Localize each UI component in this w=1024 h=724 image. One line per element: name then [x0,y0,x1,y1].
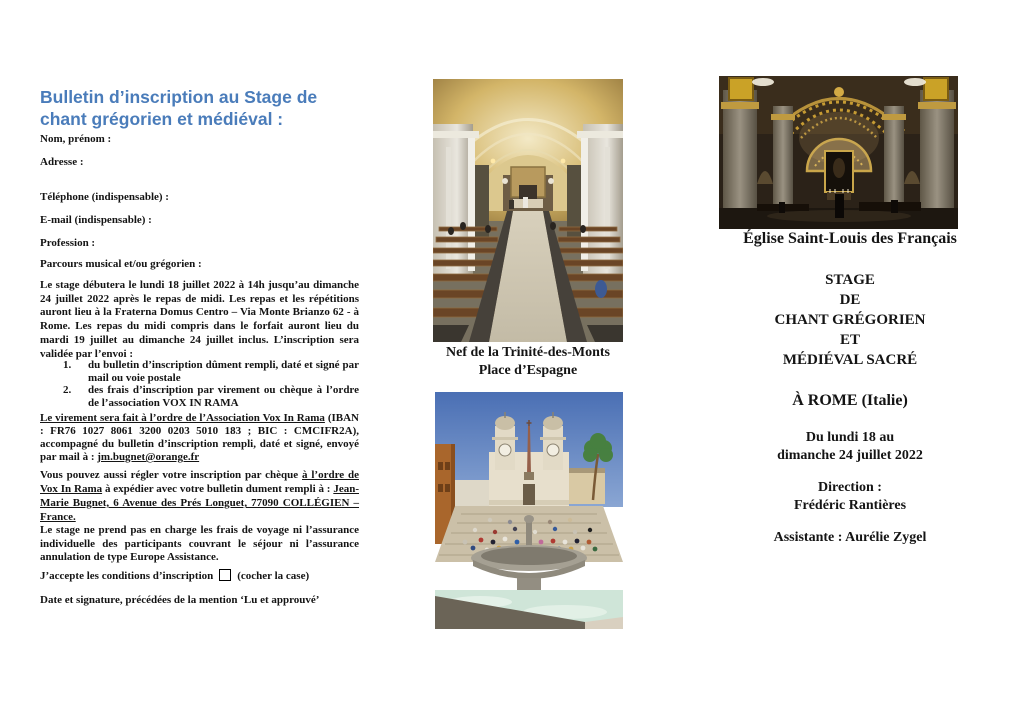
transfer-details: (IBAN : FR76 1027 8061 3200 0203 5010 183 ; BIC : CMCIFR2A), accompagné du bulletin d’inscription rempli, daté et signé, envoyé par mail à : [40,412,360,463]
location-line: À ROME (Italie) [792,392,908,409]
nave-caption-line2: Place d’Espagne [478,363,578,378]
field-name: Nom, prénom : [40,133,112,145]
direction-name: Frédéric Rantières [793,497,907,513]
dates-block [705,429,995,464]
accept-text: J’accepte les conditions d’inscription [40,570,214,582]
stage-title-line: MÉDIÉVAL SACRÉ [782,352,918,368]
stage-title-block [705,270,995,370]
list-item-text: du bulletin d’inscription dûment rempli, daté et signé par mail ou voie postale [88,359,359,384]
cheque-text-1: Vous pouvez aussi régler votre inscription par chèque [40,469,303,481]
nave-caption [408,344,648,380]
cheque-order-underline: à l’ordre de Vox In Rama [40,469,359,495]
steps-scene [435,392,623,629]
church-caption: Église Saint-Louis des Français [743,230,957,247]
list-number: 2. [63,384,72,396]
nave-scene [433,79,623,342]
list-number: 1. [63,359,72,371]
stage-title-line: ET [839,332,860,348]
accept-hint: (cocher la case) [237,570,310,582]
postal-address-underline: Jean-Marie Bugnet, 6 Avenue des Prés Longuet, 77090 COLLÉGIEN – France. [40,483,359,523]
stage-title-line: CHANT GRÉGORIEN [774,312,926,328]
accept-checkbox[interactable] [219,569,231,581]
field-musical-background: Parcours musical et/ou grégorien : [40,258,202,270]
registration-title-line1: Bulletin d’inscription au Stage de [40,87,318,107]
cheque-paragraph [40,468,359,524]
assistant-line: Assistante : Aurélie Zygel [773,530,927,545]
field-email: E-mail (indispensable) : [40,214,152,226]
signature-line: Date et signature, précédées de la mention ‘Lu et approuvé’ [40,594,320,606]
stage-title-line: STAGE [825,272,875,288]
list-item-text: des frais d’inscription par virement ou chèque à l’ordre de l’association VOX IN RAMA [88,384,359,409]
insurance-paragraph: Le stage ne prend pas en charge les frais de voyage ni l’assurance individuelle des participants couvrant le séjour ni l’assurance annulation de type Europe Assistance. [40,524,359,564]
field-phone: Téléphone (indispensable) : [40,191,169,203]
nave-caption-line1: Nef de la Trinité-des-Monts [446,345,610,360]
dates-line2: dimanche 24 juillet 2022 [777,447,923,463]
field-address: Adresse : [40,156,84,168]
direction-block [705,479,995,514]
trinite-des-monts-nave-photo [433,79,623,342]
bank-transfer-paragraph [40,412,359,464]
saint-louis-interior-photo [719,76,958,229]
dates-line1: Du lundi 18 au [805,430,895,445]
list-item [63,359,359,384]
transfer-order-underline: Le virement sera fait à l’ordre de l’Association Vox In Rama [40,412,325,424]
cheque-text-2: à expédier avec votre bulletin dument rempli à : [102,483,334,495]
spanish-steps-photo [435,392,623,629]
intro-paragraph: Le stage débutera le lundi 18 juillet 2022 à 14h jusqu’au dimanche 24 juillet 2022 après le repas de midi. Les repas et les répétitions auront lieu à la Fraterna Domus Centro – Via Monte Brianzo 62 - à Rome. Les repas du midi compris dans le forfait auront lieu du mardi 19 juillet au dimanche 24 juillet inclus. L’inscription sera validée par l’envoi : [40,279,359,360]
interior-scene [719,76,958,229]
direction-label: Direction : [818,480,882,495]
registration-title-line2: chant grégorien et médiéval : [40,109,284,129]
registration-steps-list [63,359,359,409]
stage-title-line: DE [839,292,861,308]
accept-conditions-line [40,569,359,582]
list-item [63,384,359,409]
email-link[interactable]: jm.bugnet@orange.fr [97,451,200,463]
field-profession: Profession : [40,237,96,249]
registration-title [40,86,352,130]
